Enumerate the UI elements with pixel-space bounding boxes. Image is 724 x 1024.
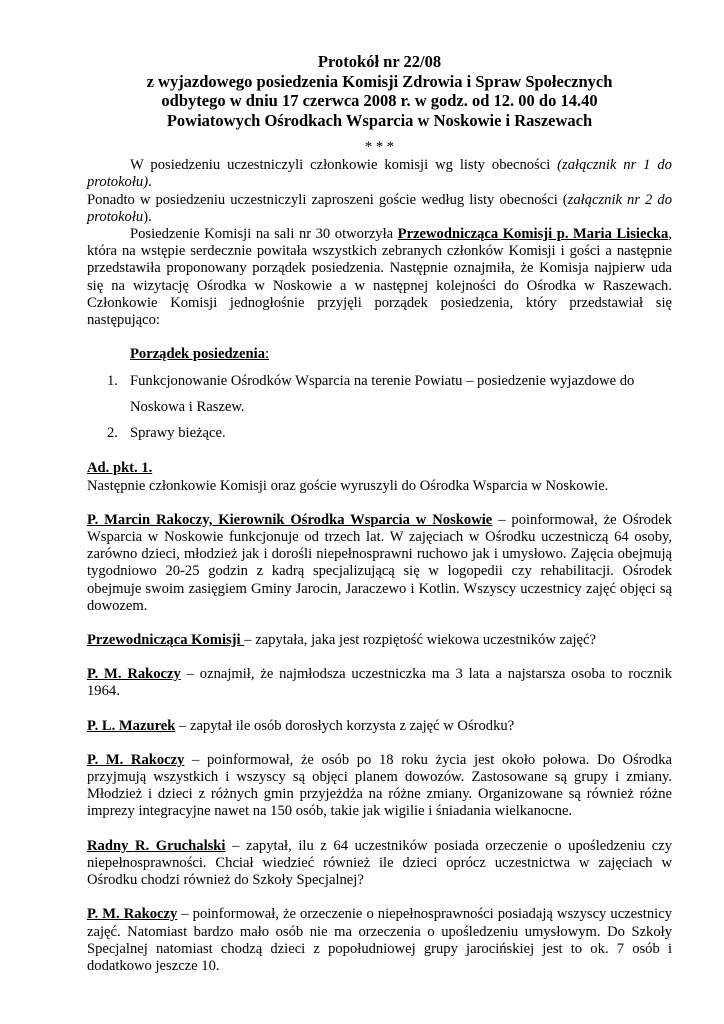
attendance-text: W posiedzeniu uczestniczyli członkowie komisji wg listy obecności xyxy=(130,157,558,174)
agenda-item xyxy=(107,420,672,446)
statement-paragraph xyxy=(87,632,672,649)
agenda-item-number: 2. xyxy=(107,425,118,442)
document-title xyxy=(87,52,672,130)
statement-paragraph xyxy=(87,666,672,700)
chairwoman-name: Przewodnicząca Komisji p. Maria Lisiecka xyxy=(397,226,669,243)
speaker-name: P. M. Rakoczy xyxy=(87,906,178,923)
attendance-paragraph xyxy=(87,157,672,191)
statement-text: – zapytał ile osób dorosłych korzysta z zajęć w Ośrodku? xyxy=(175,717,515,734)
opening-text: Posiedzenie Komisji na sali nr 30 otworzyła xyxy=(130,226,398,243)
statement-text: – zapytał, ilu z 64 uczestników posiada orzeczenie o upośledzeniu czy niepełnosprawności. Chciał wiedzieć również ile dzieci oprócz uczestnictwa w zajęciach w Ośrodku chodzi również do Szkoły Specjalnej? xyxy=(87,837,673,889)
statement-paragraph xyxy=(87,752,672,821)
speaker-name: P. L. Mazurek xyxy=(87,717,176,734)
opening-paragraph xyxy=(87,226,672,329)
speaker-name: Przewodnicząca Komisji xyxy=(87,632,245,649)
statement-text: – poinformował, że osób po 18 roku życia jest około połowa. Do Ośrodka przyjmują wszystkich i wszyscy są objęci planem dowozów. Zastosowane są grupy i zmiany. Młodzież i dzieci z różnych gmin przyjeżdża na różne zmiany. Organizowane są również różne imprezy integracyjne nawet na 150 osób, takie jak wigilie i śniadania wielkanocne. xyxy=(87,751,672,820)
statement-paragraph xyxy=(87,838,672,890)
attachment-ref-1: (załącznik nr 1 do protokołu) xyxy=(87,157,672,191)
section-heading: Ad. pkt. 1. xyxy=(87,460,153,477)
speaker-name: P. M. Rakoczy xyxy=(87,751,185,768)
statement-paragraph xyxy=(87,906,672,975)
agenda-item-text: Sprawy bieżące. xyxy=(130,425,226,442)
speaker-name: Radny R. Gruchalski xyxy=(87,837,226,854)
speaker-name: P. M. Rakoczy xyxy=(87,666,181,683)
attachment-ref-2: załącznik nr 2 do protokołu xyxy=(87,191,672,225)
statement-text: – poinformował, że orzeczenie o niepełnosprawności posiadają wszyscy uczestnicy zajęć. Natomiast bardzo mało osób nie ma orzeczenia o upośledzeniu umysłowym. Do Szkoły Specjalnej natomiast chodzą dzieci z popołudniowej grupy jarocińskiej jest to ok. 7 osób i dodatkowo jeszcze 10. xyxy=(87,906,672,974)
guests-end: ). xyxy=(143,208,152,225)
statement-paragraph xyxy=(87,512,672,615)
title-line-3: odbytego w dniu 17 czerwca 2008 r. w godz. od 12. 00 do 14.40 xyxy=(161,91,598,110)
title-line-2: z wyjazdowego posiedzenia Komisji Zdrowia i Spraw Społecznych xyxy=(146,71,613,91)
title-line-4: Powiatowych Ośrodkach Wsparcia w Noskowie i Raszewach xyxy=(166,110,593,130)
statement-text: – oznajmił, że najmłodsza uczestniczka ma 3 lata a najstarsza osoba to rocznik 1964. xyxy=(87,666,672,700)
attendance-end: . xyxy=(148,174,152,191)
speaker-name: P. Marcin Rakoczy, Kierownik Ośrodka Wsparcia w Noskowie xyxy=(87,511,493,528)
agenda-heading xyxy=(87,346,672,363)
agenda-item-number: 1. xyxy=(107,373,118,390)
statement-text: – poinformował, że Ośrodek Wsparcia w Noskowie funkcjonuje od trzech lat. W zajęciach w Ośrodku uczestniczą 64 osoby, zarówno dzieci, młodzież jak i dorośli niepełnosprawni ruchowo jak i umysłowo. Zajęcia obejmują tygodniowo 20-25 godzin z kadrą specjalizującą się w logopedii czy rehabilitacji. Ośrodek obejmuje swoim zasięgiem Gminy Jarocin, Jaraczewo i Kotlin. Wszyscy uczestnicy zajęć objęci są dowozem. xyxy=(87,511,672,614)
section-ad-pkt-1 xyxy=(87,460,672,494)
section-intro: Następnie członkowie Komisji oraz goście wyruszyli do Ośrodka Wsparcia w Noskowie. xyxy=(87,477,609,494)
agenda-list xyxy=(87,368,672,446)
statement-paragraph xyxy=(87,718,672,735)
statement-text: – zapytała, jaka jest rozpiętość wiekowa uczestników zajęć? xyxy=(244,632,596,649)
guests-paragraph xyxy=(87,192,672,226)
opening-rest: , która na wstępie serdecznie powitała wszystkich zebranych członków Komisji i gości a następnie przedstawiła proponowany porządek posiedzenia. Następnie oznajmiła, że Komisja najpierw uda się na wizytację Ośrodka w Noskowie a w następnej kolejności do Ośrodka w Raszewach. Członkowie Komisji jednogłośnie przyjęli porządek posiedzenia, który przedstawiał się następująco: xyxy=(87,226,672,329)
agenda-item xyxy=(107,368,672,420)
agenda-colon: : xyxy=(265,346,270,363)
title-line-1: Protokół nr 22/08 xyxy=(317,52,442,71)
agenda-item-text: Funkcjonowanie Ośrodków Wsparcia na terenie Powiatu – posiedzenie wyjazdowe do xyxy=(130,373,635,390)
agenda-title: Porządek posiedzenia xyxy=(130,346,265,363)
section-separator: * * * xyxy=(364,139,395,155)
agenda-item-text-cont: Noskowa i Raszew. xyxy=(130,399,245,416)
guests-text: Ponadto w posiedzeniu uczestniczyli zaproszeni goście według listy obecności ( xyxy=(87,191,568,208)
